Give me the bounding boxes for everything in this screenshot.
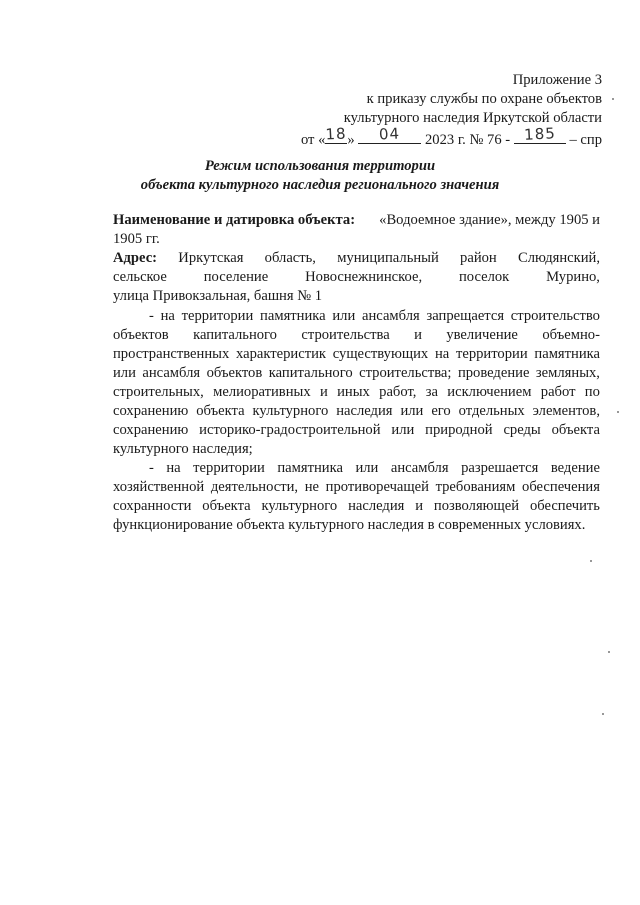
- text-word: капитального: [268, 365, 353, 381]
- order-date-line: [300, 124, 602, 150]
- text-word: или: [355, 460, 379, 476]
- address-word: Мурино,: [546, 269, 600, 285]
- text-word: объекта: [202, 498, 251, 514]
- address-line-2: [113, 268, 600, 287]
- text-word: строительство: [510, 308, 600, 324]
- address-word: сельское: [113, 269, 167, 285]
- text-word: требованиям: [435, 479, 516, 495]
- order-suffix: – спр: [569, 132, 602, 148]
- date-day-handwritten: 18: [325, 124, 348, 144]
- date-quote-close: »: [347, 132, 355, 148]
- text-word: обеспечения: [522, 479, 600, 495]
- address-word: поселок: [459, 269, 510, 285]
- text-word: исключением: [447, 384, 532, 400]
- object-name-line: [113, 211, 600, 230]
- paragraph-permissions-last: функционирование объекта культурного наследия в современных условиях.: [113, 517, 586, 533]
- text-word: или: [391, 422, 415, 438]
- text-word: позволяющей: [433, 498, 520, 514]
- text-word: сохранению: [113, 422, 189, 438]
- text-word: памятника: [277, 460, 343, 476]
- address-line-3: улица Привокзальная, башня № 1: [113, 288, 323, 304]
- text-word: работ,: [379, 384, 417, 400]
- text-line: [113, 326, 600, 345]
- address-word: Новоснежнинское,: [305, 269, 423, 285]
- text-word: и: [415, 498, 424, 514]
- text-word: капитального: [193, 327, 277, 343]
- text-word: его: [431, 403, 451, 419]
- text-word: хозяйственной: [113, 479, 205, 495]
- text-word: среды: [503, 422, 541, 438]
- text-word: наследия: [336, 403, 393, 419]
- scan-speck: [590, 560, 592, 562]
- text-word: увеличение: [446, 327, 518, 343]
- text-word: объемно-: [542, 327, 600, 343]
- text-word: противоречащей: [325, 479, 429, 495]
- regime-text: [113, 307, 600, 535]
- text-word: проведение: [457, 365, 530, 381]
- text-word: на: [166, 460, 181, 476]
- text-word: наследия: [348, 498, 405, 514]
- text-word: деятельности,: [210, 479, 299, 495]
- scan-speck: [617, 411, 619, 413]
- address-word: Иркутская: [178, 250, 244, 266]
- text-word: культурного: [261, 498, 338, 514]
- text-word: запрещается: [426, 308, 505, 324]
- text-word: на: [160, 308, 175, 324]
- scan-speck: [602, 713, 604, 715]
- text-word: строительства: [301, 327, 390, 343]
- text-word: территории: [455, 346, 528, 362]
- text-word: на: [434, 346, 450, 362]
- date-month-handwritten: 04: [378, 124, 401, 144]
- scan-speck: [608, 651, 610, 653]
- date-month-field: [358, 124, 421, 144]
- scan-speck: [612, 98, 614, 100]
- text-word: мелиоративных: [213, 384, 311, 400]
- address-word: район: [460, 250, 497, 266]
- text-line: [113, 421, 600, 440]
- text-word: элементов,: [532, 403, 600, 419]
- text-word: сохранности: [113, 498, 192, 514]
- text-word: существующих: [332, 346, 429, 362]
- date-year-number: 2023 г. № 76 -: [425, 132, 511, 148]
- title-line-2: объекта культурного наследия регионального значения: [140, 177, 500, 193]
- text-word: объекта: [196, 403, 245, 419]
- text-word: строительства;: [359, 365, 452, 381]
- order-number-handwritten: 185: [523, 124, 557, 144]
- object-details: [113, 211, 600, 306]
- text-word: -: [149, 308, 154, 324]
- text-word: отдельных: [458, 403, 525, 419]
- text-line: [113, 383, 600, 402]
- text-word: не: [304, 479, 320, 495]
- text-word: объекта: [551, 422, 600, 438]
- text-word: строительных,: [113, 384, 204, 400]
- order-reference-line: к приказу службы по охране объектов: [366, 91, 602, 107]
- text-word: земляных,: [535, 365, 600, 381]
- text-word: разрешается: [461, 460, 539, 476]
- document-title: [0, 157, 640, 195]
- text-word: и: [414, 327, 422, 343]
- text-word: ведение: [550, 460, 600, 476]
- text-word: объектов: [113, 327, 169, 343]
- text-word: памятника: [534, 346, 600, 362]
- text-word: территории: [181, 308, 254, 324]
- text-word: территории: [193, 460, 265, 476]
- text-word: природной: [425, 422, 493, 438]
- text-line: [113, 364, 600, 383]
- text-word: -: [149, 460, 154, 476]
- address-word: поселение: [203, 269, 269, 285]
- text-word: объектов: [206, 365, 263, 381]
- text-word: ансамбля: [390, 460, 449, 476]
- text-word: характеристик: [236, 346, 326, 362]
- text-word: по: [584, 384, 600, 400]
- appendix-number: Приложение 3: [512, 72, 602, 88]
- text-word: иных: [337, 384, 370, 400]
- text-word: ансамбля: [142, 365, 201, 381]
- text-line: [113, 478, 600, 497]
- text-word: за: [425, 384, 438, 400]
- date-day-field: [325, 124, 348, 144]
- object-name-value: «Водоемное здание», между 1905 и: [379, 212, 600, 228]
- text-line: [113, 345, 600, 364]
- paragraph-permissions: [113, 459, 600, 516]
- text-word: или: [400, 403, 424, 419]
- text-word: культурного: [252, 403, 329, 419]
- title-line-1: Режим использования территории: [204, 158, 436, 174]
- text-word: и: [319, 384, 328, 400]
- text-line: [113, 307, 600, 326]
- text-word: или: [332, 308, 356, 324]
- paragraph-prohibitions-last: культурного наследия;: [113, 441, 253, 457]
- order-number-field: [514, 124, 566, 144]
- address-line-1: [113, 249, 600, 268]
- appendix-header: [301, 71, 602, 150]
- text-word: ансамбля: [362, 308, 420, 324]
- address-word: Слюдянский,: [518, 250, 600, 266]
- object-name-label: Наименование и датировка объекта:: [113, 212, 356, 228]
- text-line: [113, 459, 600, 478]
- paragraph-prohibitions: [113, 307, 600, 440]
- address-word: область,: [264, 250, 316, 266]
- text-line: [113, 497, 600, 516]
- text-word: историко-градостроительной: [199, 422, 381, 438]
- order-authority-line: культурного наследия Иркутской области: [343, 110, 602, 126]
- text-word: пространственных: [113, 346, 230, 362]
- date-prefix: от «: [300, 132, 326, 148]
- text-word: или: [113, 365, 136, 381]
- text-word: сохранению: [113, 403, 189, 419]
- address-label: Адрес:: [113, 250, 158, 266]
- address-word: муниципальный: [337, 250, 439, 266]
- text-word: обеспечить: [529, 498, 600, 514]
- text-word: работ: [540, 384, 576, 400]
- text-line: [113, 402, 600, 421]
- object-name-cont: 1905 гг.: [113, 231, 160, 247]
- text-word: памятника: [260, 308, 326, 324]
